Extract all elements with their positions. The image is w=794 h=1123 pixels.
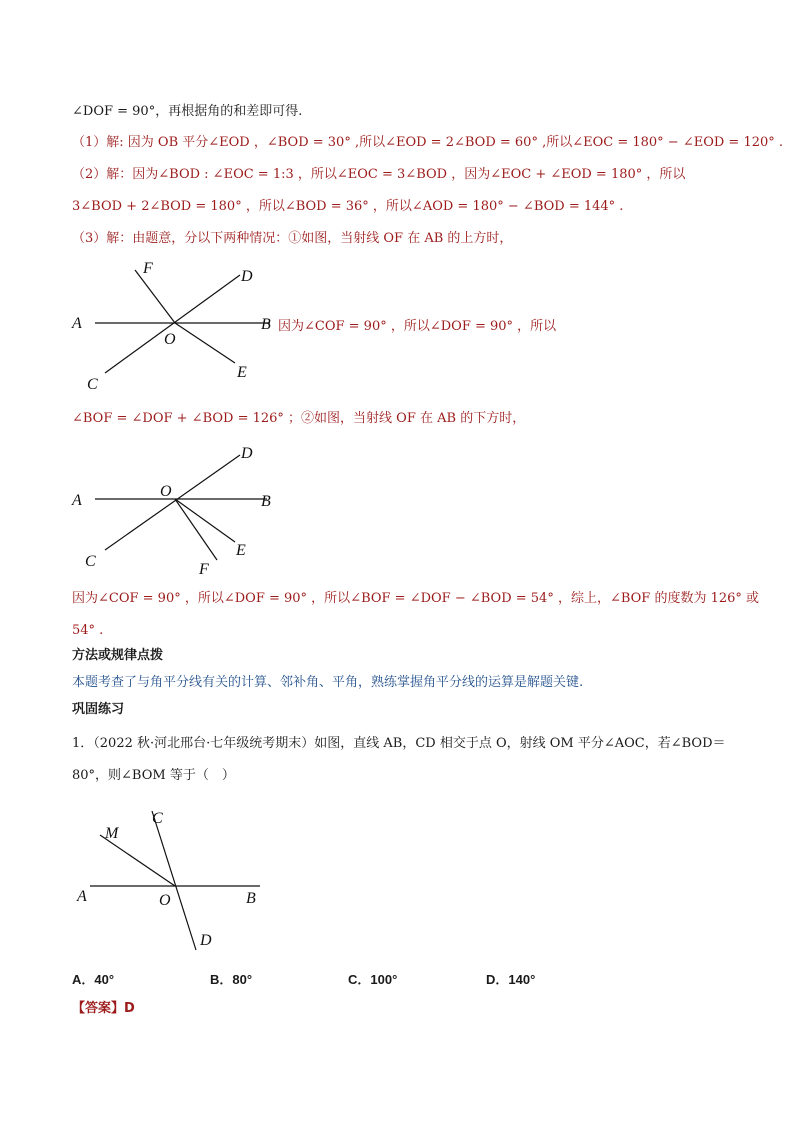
figure-case-below — [65, 440, 280, 580]
answer: 【答案】D — [72, 1001, 135, 1016]
label-c: C — [87, 376, 98, 393]
label-b: B — [261, 316, 271, 333]
solution-part-2-continued: 3∠BOD + 2∠BOD = 180° ，所以∠BOD = 36° ，所以∠AOD = 180° − ∠BOD = 144° . — [72, 199, 624, 214]
case-1-result: ∠BOF = ∠DOF + ∠BOD = 126° ；②如图，当射线 OF 在 AB 的下方时， — [72, 411, 526, 426]
case-2-result: 因为∠COF = 90° ，所以∠DOF = 90° ，所以∠BOF = ∠DOF − ∠BOD = 54° ，综上，∠BOF 的度数为 126° 或 — [72, 591, 760, 606]
label-d: D — [241, 268, 253, 285]
method-text: 本题考查了与角平分线有关的计算、邻补角、平角，熟练掌握角平分线的运算是解题关键. — [72, 675, 584, 690]
choice-a: A．40° — [72, 972, 115, 987]
label-a: A — [72, 315, 82, 332]
method-heading: 方法或规律点拨 — [72, 648, 164, 663]
choice-b: B．80° — [210, 972, 253, 987]
case-2-result-continued: 54° . — [72, 623, 104, 638]
label-b: B — [261, 493, 271, 510]
label-o: O — [159, 892, 171, 909]
label-c: C — [85, 553, 96, 570]
label-f: F — [143, 260, 153, 277]
solution-part-1: （1）解: 因为 OB 平分∠EOD ，∠BOD = 30° ,所以∠EOD = 2∠BOD = 60° ,所以∠EOC = 180° − ∠EOD = 120° . — [72, 135, 784, 150]
figure-question — [70, 805, 270, 955]
solution-part-2: （2）解：因为∠BOD : ∠EOC = 1:3 ，所以∠EOC = 3∠BOD ，因为∠EOC + ∠EOD = 180° ，所以 — [72, 167, 686, 182]
label-m: M — [105, 825, 119, 842]
choice-d: D．140° — [486, 972, 536, 987]
label-a: A — [72, 492, 82, 509]
line-dof-90: ∠DOF = 90°，再根据角的和差即可得. — [72, 104, 303, 119]
practice-heading: 巩固练习 — [72, 702, 125, 717]
label-o: O — [160, 483, 172, 500]
question-stem-continued: 80°，则∠BOM 等于（ ） — [72, 768, 235, 783]
solution-part-3: （3）解：由题意，分以下两种情况：①如图，当射线 OF 在 AB 的上方时， — [72, 231, 513, 246]
case-1-reasoning: 因为∠COF = 90° ，所以∠DOF = 90° ，所以 — [278, 319, 557, 334]
figure-case-above — [65, 255, 280, 395]
label-b: B — [246, 890, 256, 907]
label-o: O — [164, 331, 176, 348]
label-e: E — [236, 542, 246, 559]
label-d: D — [200, 932, 212, 949]
label-e: E — [237, 364, 247, 381]
label-c: C — [152, 810, 163, 827]
choice-c: C．100° — [348, 972, 398, 987]
label-f: F — [199, 561, 209, 578]
question-stem: 1．（2022 秋·河北邢台·七年级统考期末）如图，直线 AB，CD 相交于点 O，射线 OM 平分∠AOC，若∠BOD＝ — [72, 736, 726, 751]
label-a: A — [77, 888, 87, 905]
label-d: D — [241, 445, 253, 462]
